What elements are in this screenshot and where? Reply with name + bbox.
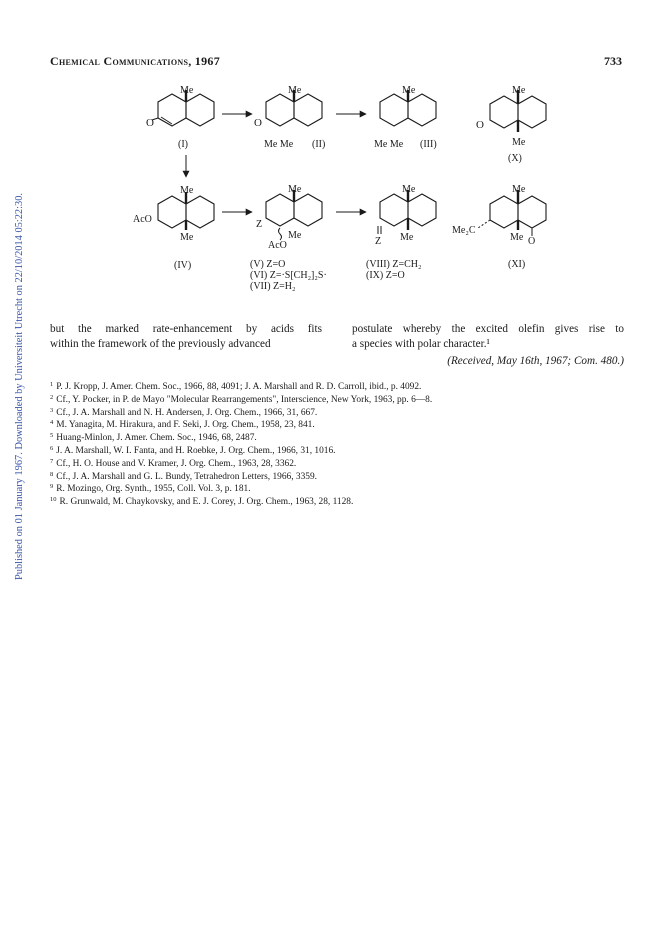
compound-I xyxy=(146,85,214,150)
methyl-label: Me xyxy=(512,184,526,195)
reference-number: 4 xyxy=(50,419,54,427)
compound-II xyxy=(254,85,325,150)
acetoxy-label: AcO xyxy=(268,240,287,251)
reaction-scheme xyxy=(0,0,672,320)
journal-title: Chemical Communications, 1967 xyxy=(50,54,220,68)
references-list xyxy=(50,380,630,508)
compound-label-X: (X) xyxy=(508,153,522,164)
compound-label-VII: (VII) Z=H₂ xyxy=(250,281,296,292)
reference-number: 2 xyxy=(50,393,54,401)
compound-label-VI: (VI) Z=·S[CH₂]₂S· xyxy=(250,270,327,281)
reference-item xyxy=(50,470,630,483)
body-line: within the framework of the previously advanced xyxy=(50,338,271,350)
methyl-label: Me xyxy=(512,137,526,148)
methyl-label: Me xyxy=(180,232,194,243)
z-substituent-label: Z xyxy=(375,236,382,247)
reference-text: Huang-Minlon, J. Amer. Chem. Soc., 1946, 68, 2487. xyxy=(56,433,257,444)
reference-text: P. J. Kropp, J. Amer. Chem. Soc., 1966, 88, 4091; J. A. Marshall and R. D. Carroll, ibid., p. 4092. xyxy=(56,382,422,392)
gem-dimethyl-label: Me Me xyxy=(374,139,404,150)
methyl-label: Me xyxy=(510,232,524,243)
reference-text: Cf., J. A. Marshall and N. H. Andersen, J. Org. Chem., 1966, 31, 667. xyxy=(56,407,318,418)
body-line: a species with polar character.¹ xyxy=(352,338,490,350)
reference-text: Cf., H. O. House and V. Kramer, J. Org. Chem., 1963, 28, 3362. xyxy=(56,458,297,469)
reference-number: 7 xyxy=(50,457,54,465)
reference-item xyxy=(50,393,630,406)
compound-XI xyxy=(452,184,546,270)
reference-text: R. Mozingo, Org. Synth., 1955, Coll. Vol. 3, p. 181. xyxy=(56,484,251,495)
reference-number: 1 xyxy=(50,381,54,388)
reference-item xyxy=(50,495,630,508)
compound-label-III: (III) xyxy=(420,139,437,150)
methyl-label: Me xyxy=(180,185,194,196)
reference-text: Cf., J. A. Marshall and G. L. Bundy, Tetrahedron Letters, 1966, 3359. xyxy=(56,471,318,482)
reference-text: R. Grunwald, M. Chaykovsky, and E. J. Corey, J. Org. Chem., 1963, 28, 1128. xyxy=(59,497,354,508)
methyl-label: Me xyxy=(288,184,302,195)
isopropylidene-label: Me₂C xyxy=(452,225,476,236)
compound-label-II: (II) xyxy=(312,139,326,150)
body-line: postulate whereby the excited olefin gives rise to xyxy=(352,323,624,335)
reference-text: Cf., Y. Pocker, in P. de Mayo "Molecular Rearrangements", Interscience, New York, 1963, pp. 6—8. xyxy=(56,394,433,405)
methyl-label: Me xyxy=(402,85,416,96)
reference-number: 6 xyxy=(50,444,54,452)
body-text-left xyxy=(50,322,322,352)
compound-label-V: (V) Z=O xyxy=(250,259,286,270)
body-line: but the marked rate-enhancement by acids fits xyxy=(50,323,322,335)
reference-text: J. A. Marshall, W. I. Fanta, and H. Roebke, J. Org. Chem., 1966, 31, 1016. xyxy=(56,445,336,456)
methyl-label: Me xyxy=(400,232,414,243)
methyl-label: Me xyxy=(180,85,194,96)
compound-label-IX: (IX) Z=O xyxy=(366,270,405,281)
compound-III xyxy=(374,85,437,150)
received-date xyxy=(447,355,624,367)
compound-V-VII xyxy=(250,184,327,292)
reference-number: 10 xyxy=(50,496,57,504)
compound-X xyxy=(476,85,546,164)
compound-label-VIII: (VIII) Z=CH₂ xyxy=(366,259,422,270)
reference-number: 3 xyxy=(50,406,54,414)
acetoxy-label: AcO xyxy=(133,214,152,225)
reference-item xyxy=(50,406,630,419)
ketone-oxygen-label: O xyxy=(254,117,262,129)
methyl-label: Me xyxy=(512,85,526,96)
ketone-oxygen-label: O xyxy=(476,119,484,131)
reference-number: 5 xyxy=(50,432,54,440)
methyl-label: Me xyxy=(288,230,302,241)
compound-VIII-IX xyxy=(366,184,436,281)
reference-number: 9 xyxy=(50,483,54,491)
page-number: 733 xyxy=(604,54,622,68)
reference-item xyxy=(50,380,630,393)
methyl-label: Me xyxy=(288,85,302,96)
reference-item xyxy=(50,482,630,495)
received-text: (Received, May 16th, 1967; Com. 480.) xyxy=(447,355,624,367)
compound-IV xyxy=(133,185,214,271)
methyl-label: Me xyxy=(402,184,416,195)
download-watermark-text: Published on 01 January 1967. Downloaded by Universiteit Utrecht on 22/10/2014 05:22:30. xyxy=(14,192,25,580)
reference-item xyxy=(50,431,630,444)
compound-label-XI: (XI) xyxy=(508,259,526,270)
reference-item xyxy=(50,418,630,431)
z-substituent-label: Z xyxy=(256,219,263,230)
compound-label-IV: (IV) xyxy=(174,260,192,271)
reference-item xyxy=(50,444,630,457)
ketone-oxygen-label: O xyxy=(528,236,536,247)
compound-label-I: (I) xyxy=(178,139,188,150)
ketone-oxygen-label: O xyxy=(146,117,154,129)
body-text-right xyxy=(352,322,624,352)
reference-number: 8 xyxy=(50,470,54,478)
reference-text: M. Yanagita, M. Hirakura, and F. Seki, J. Org. Chem., 1958, 23, 841. xyxy=(56,420,315,431)
gem-dimethyl-label: Me Me xyxy=(264,139,294,150)
reference-item xyxy=(50,457,630,470)
